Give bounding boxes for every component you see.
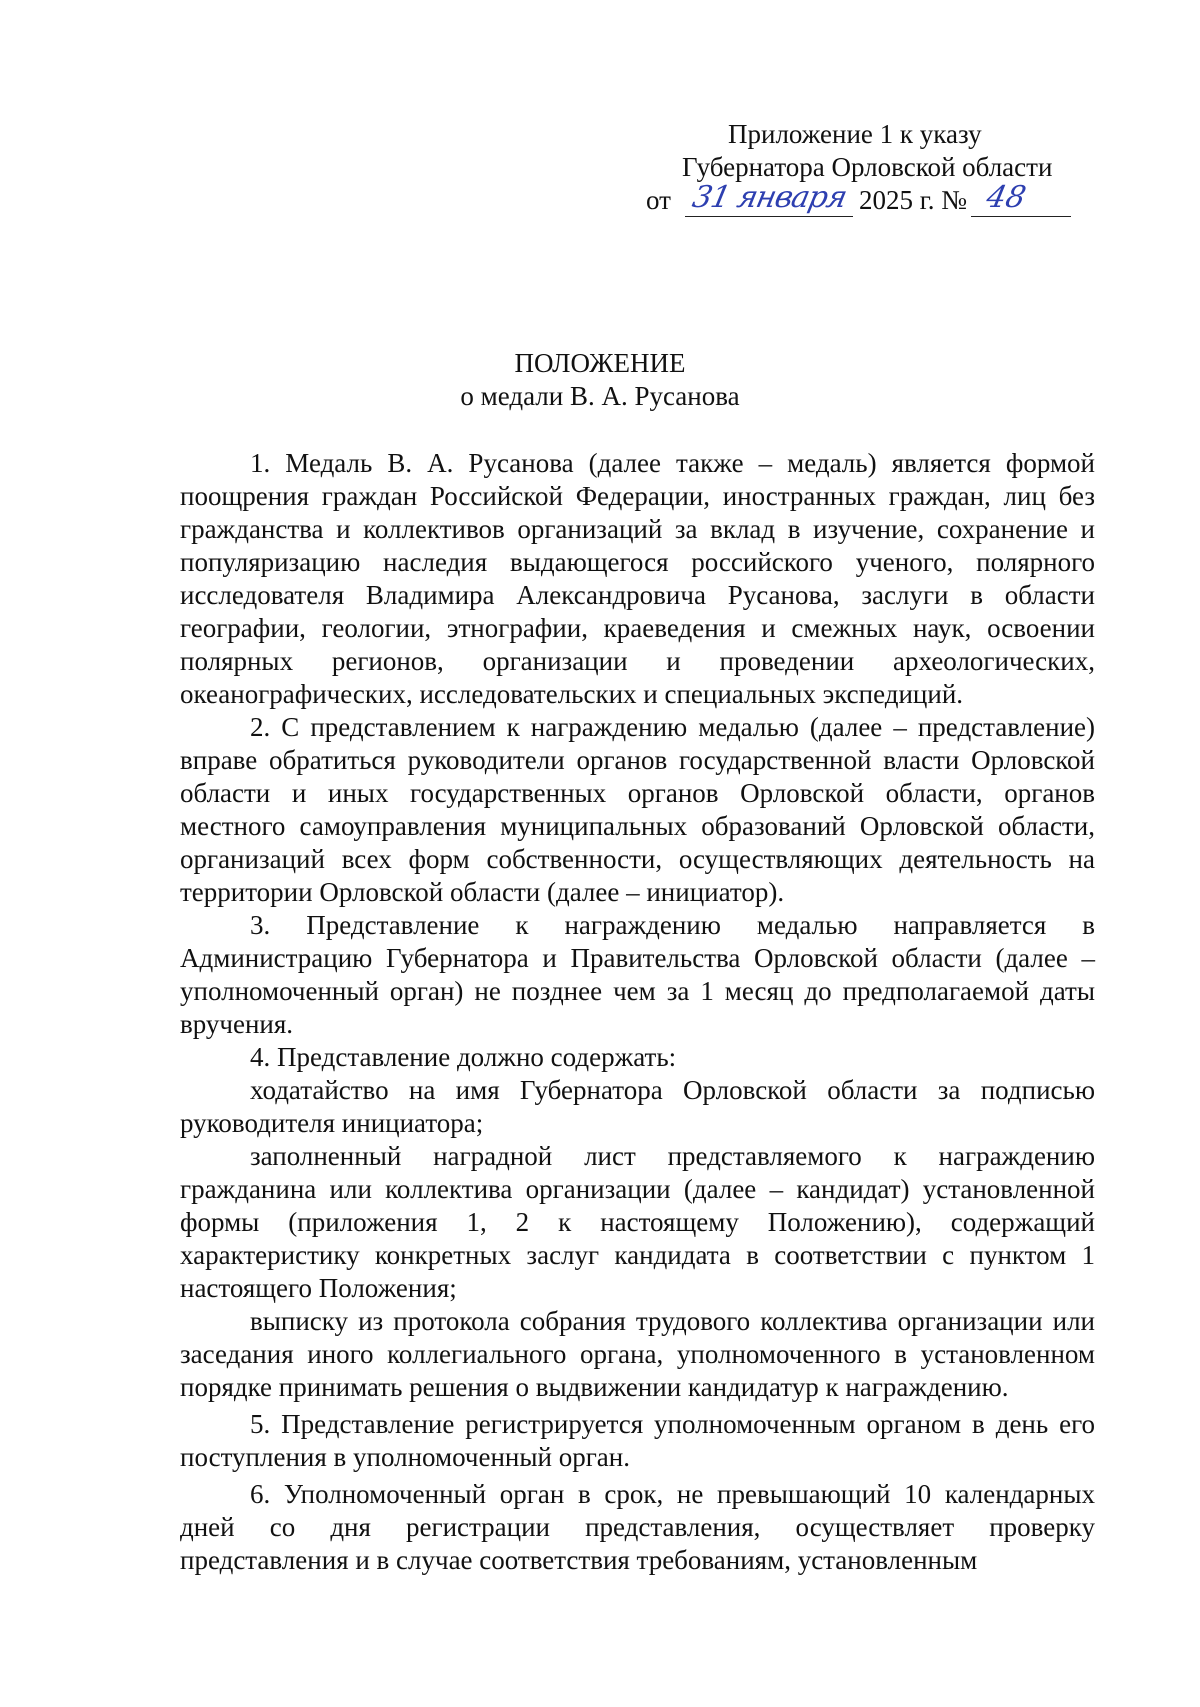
- document-title: [0, 347, 1200, 413]
- paragraph-6: 6. Уполномоченный орган в срок, не превышающий 10 календарных дней со дня регистрации представления, осуществляет проверку представления и в случае соответствия требованиям, установленным: [180, 1479, 1095, 1575]
- paragraph-4-item-3: выписку из протокола собрания трудового коллектива организации или заседания иного коллегиального органа, уполномоченного в установленном порядке принимать решения о выдвижении кандидатур к награждению.: [180, 1306, 1095, 1402]
- handwritten-date: 31 января: [689, 180, 850, 215]
- title-heading: ПОЛОЖЕНИЕ: [514, 348, 686, 378]
- handwritten-number: 48: [983, 180, 1029, 215]
- appendix-header: [560, 118, 1080, 217]
- paragraph-4-item-1: ходатайство на имя Губернатора Орловской области за подписью руководителя инициатора;: [180, 1075, 1095, 1138]
- appendix-line-2: Губернатора Орловской области: [682, 152, 1053, 182]
- date-blank: [685, 180, 853, 217]
- appendix-date-line: [560, 180, 1080, 217]
- paragraph-3: 3. Представление к награждению медалью направляется в Администрацию Губернатора и Правительства Орловской области (далее – уполномоченный орган) не позднее чем за 1 месяц до предполагаемой даты вручения.: [180, 910, 1095, 1039]
- document-body: [180, 447, 1095, 1577]
- paragraph-2: 2. С представлением к награждению медалью (далее – представление) вправе обратиться руководители органов государственной власти Орловской области и иных государственных органов Орловской области, органов местного самоуправления муниципальных образований Орловской области, организаций всех форм собственности, осуществляющих деятельность на территории Орловской области (далее – инициатор).: [180, 712, 1095, 907]
- from-label: от: [646, 185, 671, 215]
- paragraph-5: 5. Представление регистрируется уполномоченным органом в день его поступления в уполномоченный орган.: [180, 1409, 1095, 1472]
- number-blank: [971, 180, 1071, 217]
- year-number-label: 2025 г. №: [858, 185, 967, 215]
- paragraph-4-item-2: заполненный наградной лист представляемого к награждению гражданина или коллектива организации (далее – кандидат) установленной формы (приложения 1, 2 к настоящему Положению), содержащий характеристику конкретных заслуг кандидата в соответствии с пунктом 1 настоящего Положения;: [180, 1141, 1095, 1303]
- title-subheading: о медали В. А. Русанова: [460, 381, 740, 411]
- paragraph-4: 4. Представление должно содержать:: [250, 1042, 677, 1072]
- paragraph-1: 1. Медаль В. А. Русанова (далее также – медаль) является формой поощрения граждан Российской Федерации, иностранных граждан, лиц без гражданства и коллективов организаций за вклад в изучение, сохранение и популяризацию наследия выдающегося российского ученого, полярного исследователя Владимира Александровича Русанова, заслуги в области географии, геологии, этнографии, краеведения и смежных наук, освоении полярных регионов, организации и проведении археологических, океанографических, исследовательских и специальных экспедиций.: [180, 448, 1095, 709]
- appendix-line-1: Приложение 1 к указу: [728, 119, 982, 149]
